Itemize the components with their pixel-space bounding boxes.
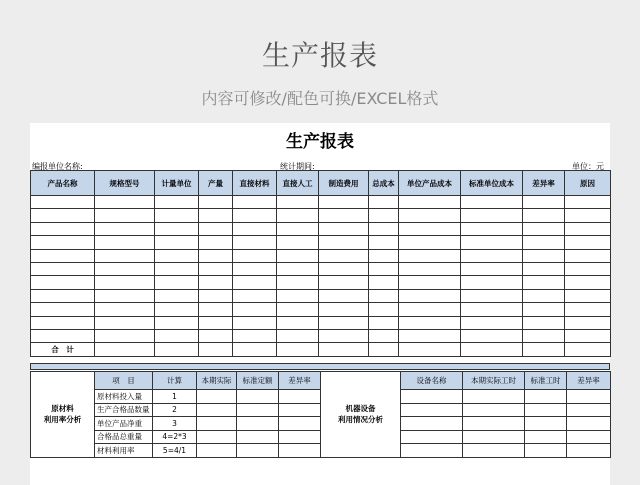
table-cell[interactable]	[369, 209, 399, 222]
table-cell[interactable]	[461, 262, 523, 275]
table-cell[interactable]	[369, 262, 399, 275]
material-value-cell[interactable]	[237, 403, 279, 417]
table-cell[interactable]	[277, 276, 319, 289]
equipment-value-cell[interactable]	[525, 403, 567, 417]
material-value-cell[interactable]	[197, 444, 237, 458]
table-cell[interactable]	[31, 329, 95, 342]
table-cell[interactable]	[199, 316, 233, 329]
column-header: 产品名称	[31, 171, 95, 196]
table-cell[interactable]	[199, 262, 233, 275]
table-cell[interactable]	[523, 276, 565, 289]
table-cell[interactable]	[461, 222, 523, 235]
table-cell[interactable]	[31, 303, 95, 316]
table-cell[interactable]	[199, 289, 233, 302]
table-cell[interactable]	[277, 262, 319, 275]
table-cell[interactable]	[399, 343, 461, 356]
table-cell[interactable]	[155, 196, 199, 209]
table-cell[interactable]	[523, 343, 565, 356]
table-cell[interactable]	[319, 343, 369, 356]
table-cell[interactable]	[277, 209, 319, 222]
material-item-label: 生产合格品数量	[95, 403, 153, 417]
material-analysis-label	[31, 372, 95, 458]
material-value-cell[interactable]	[279, 444, 321, 458]
table-row	[31, 236, 611, 249]
table-cell[interactable]	[31, 316, 95, 329]
table-cell[interactable]	[319, 289, 369, 302]
table-cell[interactable]	[31, 289, 95, 302]
table-cell[interactable]	[199, 303, 233, 316]
material-value-cell[interactable]	[197, 430, 237, 444]
table-row	[31, 262, 611, 275]
table-cell[interactable]	[155, 249, 199, 262]
equipment-value-cell[interactable]	[525, 417, 567, 431]
table-cell[interactable]	[95, 289, 155, 302]
equipment-value-cell[interactable]	[463, 417, 525, 431]
table-cell[interactable]	[399, 289, 461, 302]
table-cell[interactable]	[233, 222, 277, 235]
table-cell[interactable]	[369, 329, 399, 342]
table-cell[interactable]	[369, 316, 399, 329]
table-cell[interactable]	[523, 236, 565, 249]
table-cell[interactable]	[461, 249, 523, 262]
table-cell[interactable]	[31, 262, 95, 275]
equipment-label-line2: 利用情况分析	[338, 415, 383, 425]
table-cell[interactable]	[155, 222, 199, 235]
table-cell[interactable]	[399, 209, 461, 222]
table-cell[interactable]	[565, 209, 611, 222]
column-header: 标准单位成本	[461, 171, 523, 196]
table-row	[31, 276, 611, 289]
table-cell[interactable]	[199, 236, 233, 249]
table-row	[31, 209, 611, 222]
column-header: 直接人工	[277, 171, 319, 196]
table-cell[interactable]	[461, 236, 523, 249]
table-cell[interactable]	[155, 343, 199, 356]
table-cell[interactable]	[319, 222, 369, 235]
table-cell[interactable]	[523, 262, 565, 275]
material-item-label: 合格品总重量	[95, 430, 153, 444]
material-value-cell[interactable]	[197, 417, 237, 431]
table-cell[interactable]	[155, 262, 199, 275]
material-value-cell[interactable]	[279, 390, 321, 404]
table-cell[interactable]	[95, 276, 155, 289]
table-cell[interactable]	[369, 303, 399, 316]
analysis-header-row	[31, 372, 611, 390]
table-cell[interactable]	[277, 289, 319, 302]
table-cell[interactable]	[199, 276, 233, 289]
table-cell[interactable]	[155, 289, 199, 302]
table-cell[interactable]	[565, 289, 611, 302]
table-cell[interactable]	[95, 329, 155, 342]
table-cell[interactable]	[155, 303, 199, 316]
material-item-label: 原材料投入量	[95, 390, 153, 404]
material-label-line2: 利用率分析	[43, 415, 82, 425]
table-cell[interactable]	[277, 343, 319, 356]
table-cell[interactable]	[199, 329, 233, 342]
table-row	[31, 289, 611, 302]
column-header: 直接材料	[233, 171, 277, 196]
table-cell[interactable]	[399, 236, 461, 249]
material-value-cell[interactable]	[237, 390, 279, 404]
table-cell[interactable]	[155, 236, 199, 249]
equipment-column-header: 设备名称	[401, 372, 463, 390]
material-calc-value: 1	[153, 390, 197, 404]
table-cell[interactable]	[31, 276, 95, 289]
table-cell[interactable]	[461, 276, 523, 289]
column-header: 产量	[199, 171, 233, 196]
material-item-label: 单位产品净重	[95, 417, 153, 431]
table-cell[interactable]	[95, 222, 155, 235]
table-cell[interactable]	[369, 236, 399, 249]
table-cell[interactable]	[319, 276, 369, 289]
material-calc-value: 3	[153, 417, 197, 431]
material-value-cell[interactable]	[197, 403, 237, 417]
column-header: 计量单位	[155, 171, 199, 196]
table-cell[interactable]	[277, 196, 319, 209]
equipment-value-cell[interactable]	[567, 430, 611, 444]
table-cell[interactable]	[319, 316, 369, 329]
table-cell[interactable]	[319, 249, 369, 262]
column-header: 制造费用	[319, 171, 369, 196]
table-cell[interactable]	[233, 276, 277, 289]
table-row	[31, 196, 611, 209]
table-cell[interactable]	[461, 343, 523, 356]
table-cell[interactable]	[399, 222, 461, 235]
table-cell[interactable]	[523, 209, 565, 222]
table-cell[interactable]	[461, 316, 523, 329]
table-cell[interactable]	[399, 262, 461, 275]
table-cell[interactable]	[95, 209, 155, 222]
material-value-cell[interactable]	[279, 430, 321, 444]
column-header: 单位产品成本	[399, 171, 461, 196]
table-cell[interactable]	[369, 222, 399, 235]
equipment-value-cell[interactable]	[525, 390, 567, 404]
table-cell[interactable]	[233, 316, 277, 329]
table-cell[interactable]	[461, 196, 523, 209]
equipment-column-header: 标准工时	[525, 372, 567, 390]
equipment-value-cell[interactable]	[567, 403, 611, 417]
material-value-cell[interactable]	[237, 444, 279, 458]
column-header: 差异率	[523, 171, 565, 196]
equipment-value-cell[interactable]	[401, 390, 463, 404]
equipment-value-cell[interactable]	[463, 403, 525, 417]
table-cell[interactable]	[95, 249, 155, 262]
table-cell[interactable]	[461, 303, 523, 316]
table-cell[interactable]	[199, 249, 233, 262]
table-cell[interactable]	[399, 276, 461, 289]
equipment-value-cell[interactable]	[463, 444, 525, 458]
equipment-value-cell[interactable]	[401, 444, 463, 458]
unit-name-label: 编报单位名称:	[32, 162, 83, 171]
material-column-header: 项 目	[95, 372, 153, 390]
equipment-value-cell[interactable]	[401, 417, 463, 431]
table-cell[interactable]	[233, 289, 277, 302]
equipment-value-cell[interactable]	[463, 390, 525, 404]
table-cell[interactable]	[319, 303, 369, 316]
equipment-value-cell[interactable]	[401, 430, 463, 444]
table-cell[interactable]	[155, 329, 199, 342]
equipment-value-cell[interactable]	[567, 417, 611, 431]
table-cell[interactable]	[199, 196, 233, 209]
equipment-value-cell[interactable]	[401, 403, 463, 417]
material-column-header: 差异率	[279, 372, 321, 390]
table-cell[interactable]	[369, 276, 399, 289]
table-cell[interactable]	[31, 196, 95, 209]
table-cell[interactable]	[199, 209, 233, 222]
table-row	[31, 222, 611, 235]
table-cell[interactable]	[199, 343, 233, 356]
period-label: 统计期间:	[280, 162, 315, 171]
table-cell[interactable]	[399, 329, 461, 342]
material-label-line1: 原材料	[51, 404, 74, 414]
table-cell[interactable]	[95, 236, 155, 249]
table-cell[interactable]	[319, 262, 369, 275]
equipment-value-cell[interactable]	[567, 444, 611, 458]
table-row	[31, 316, 611, 329]
table-cell[interactable]	[565, 236, 611, 249]
table-cell[interactable]	[369, 196, 399, 209]
equipment-column-header: 差异率	[567, 372, 611, 390]
table-cell[interactable]	[155, 209, 199, 222]
material-calc-value: 2	[153, 403, 197, 417]
table-cell[interactable]	[369, 343, 399, 356]
table-cell[interactable]	[523, 249, 565, 262]
table-cell[interactable]	[31, 209, 95, 222]
table-cell[interactable]	[523, 316, 565, 329]
equipment-value-cell[interactable]	[567, 390, 611, 404]
section-separator	[30, 363, 610, 370]
table-cell[interactable]	[461, 329, 523, 342]
material-value-cell[interactable]	[279, 403, 321, 417]
material-value-cell[interactable]	[237, 430, 279, 444]
table-cell[interactable]	[399, 196, 461, 209]
equipment-value-cell[interactable]	[463, 430, 525, 444]
material-item-label: 材料利用率	[95, 444, 153, 458]
table-cell[interactable]	[399, 316, 461, 329]
table-cell[interactable]	[233, 249, 277, 262]
material-value-cell[interactable]	[197, 390, 237, 404]
table-cell[interactable]	[319, 236, 369, 249]
production-table	[30, 170, 611, 357]
table-cell[interactable]	[95, 343, 155, 356]
equipment-value-cell[interactable]	[525, 430, 567, 444]
table-cell[interactable]	[399, 249, 461, 262]
table-cell[interactable]	[523, 329, 565, 342]
table-cell[interactable]	[233, 262, 277, 275]
table-cell[interactable]	[461, 209, 523, 222]
material-column-header: 标准定额	[237, 372, 279, 390]
table-cell[interactable]	[31, 236, 95, 249]
table-cell[interactable]	[277, 316, 319, 329]
table-cell[interactable]	[95, 196, 155, 209]
table-cell[interactable]	[319, 329, 369, 342]
banner-title: 生产报表	[261, 39, 378, 72]
table-cell[interactable]	[369, 289, 399, 302]
table-cell[interactable]	[523, 303, 565, 316]
material-column-header: 计算	[153, 372, 197, 390]
table-cell[interactable]	[277, 303, 319, 316]
table-cell[interactable]	[95, 316, 155, 329]
column-header: 原因	[565, 171, 611, 196]
table-cell[interactable]	[399, 303, 461, 316]
table-cell[interactable]	[233, 329, 277, 342]
table-cell[interactable]	[233, 303, 277, 316]
equipment-label-line1: 机器设备	[345, 404, 376, 414]
table-row	[31, 329, 611, 342]
table-cell[interactable]	[95, 262, 155, 275]
table-cell[interactable]	[565, 316, 611, 329]
table-cell[interactable]	[523, 222, 565, 235]
table-cell[interactable]	[233, 209, 277, 222]
table-cell[interactable]	[565, 222, 611, 235]
table-cell[interactable]	[565, 196, 611, 209]
total-label: 合 计	[31, 343, 95, 356]
table-cell[interactable]	[155, 276, 199, 289]
report-sheet	[30, 123, 610, 485]
table-cell[interactable]	[31, 249, 95, 262]
material-column-header: 本期实际	[197, 372, 237, 390]
column-header: 规格型号	[95, 171, 155, 196]
table-cell[interactable]	[319, 196, 369, 209]
table-cell[interactable]	[461, 289, 523, 302]
table-cell[interactable]	[233, 343, 277, 356]
table-cell[interactable]	[199, 222, 233, 235]
material-value-cell[interactable]	[279, 417, 321, 431]
table-cell[interactable]	[155, 316, 199, 329]
table-cell[interactable]	[277, 236, 319, 249]
table-cell[interactable]	[565, 276, 611, 289]
material-value-cell[interactable]	[237, 417, 279, 431]
table-row	[31, 303, 611, 316]
table-cell[interactable]	[277, 222, 319, 235]
currency-label: 单位：元	[572, 162, 604, 171]
material-calc-value: 5=4/1	[153, 444, 197, 458]
total-row	[31, 343, 611, 356]
banner-subtitle: 内容可修改/配色可换/EXCEL格式	[201, 89, 439, 108]
table-cell[interactable]	[233, 196, 277, 209]
table-cell[interactable]	[565, 249, 611, 262]
equipment-value-cell[interactable]	[525, 444, 567, 458]
sheet-title: 生产报表	[286, 132, 354, 152]
table-cell[interactable]	[565, 262, 611, 275]
table-cell[interactable]	[277, 249, 319, 262]
equipment-analysis-label	[321, 372, 401, 458]
table-cell[interactable]	[523, 196, 565, 209]
analysis-table	[30, 371, 611, 458]
table-row	[31, 249, 611, 262]
table-cell[interactable]	[319, 209, 369, 222]
table-cell[interactable]	[565, 329, 611, 342]
table-cell[interactable]	[523, 289, 565, 302]
material-calc-value: 4=2*3	[153, 430, 197, 444]
table-cell[interactable]	[233, 236, 277, 249]
table-cell[interactable]	[95, 303, 155, 316]
table-cell[interactable]	[277, 329, 319, 342]
column-header: 总成本	[369, 171, 399, 196]
table-cell[interactable]	[565, 303, 611, 316]
table-cell[interactable]	[369, 249, 399, 262]
equipment-column-header: 本期实际工时	[463, 372, 525, 390]
table-cell[interactable]	[31, 222, 95, 235]
table-cell[interactable]	[565, 343, 611, 356]
